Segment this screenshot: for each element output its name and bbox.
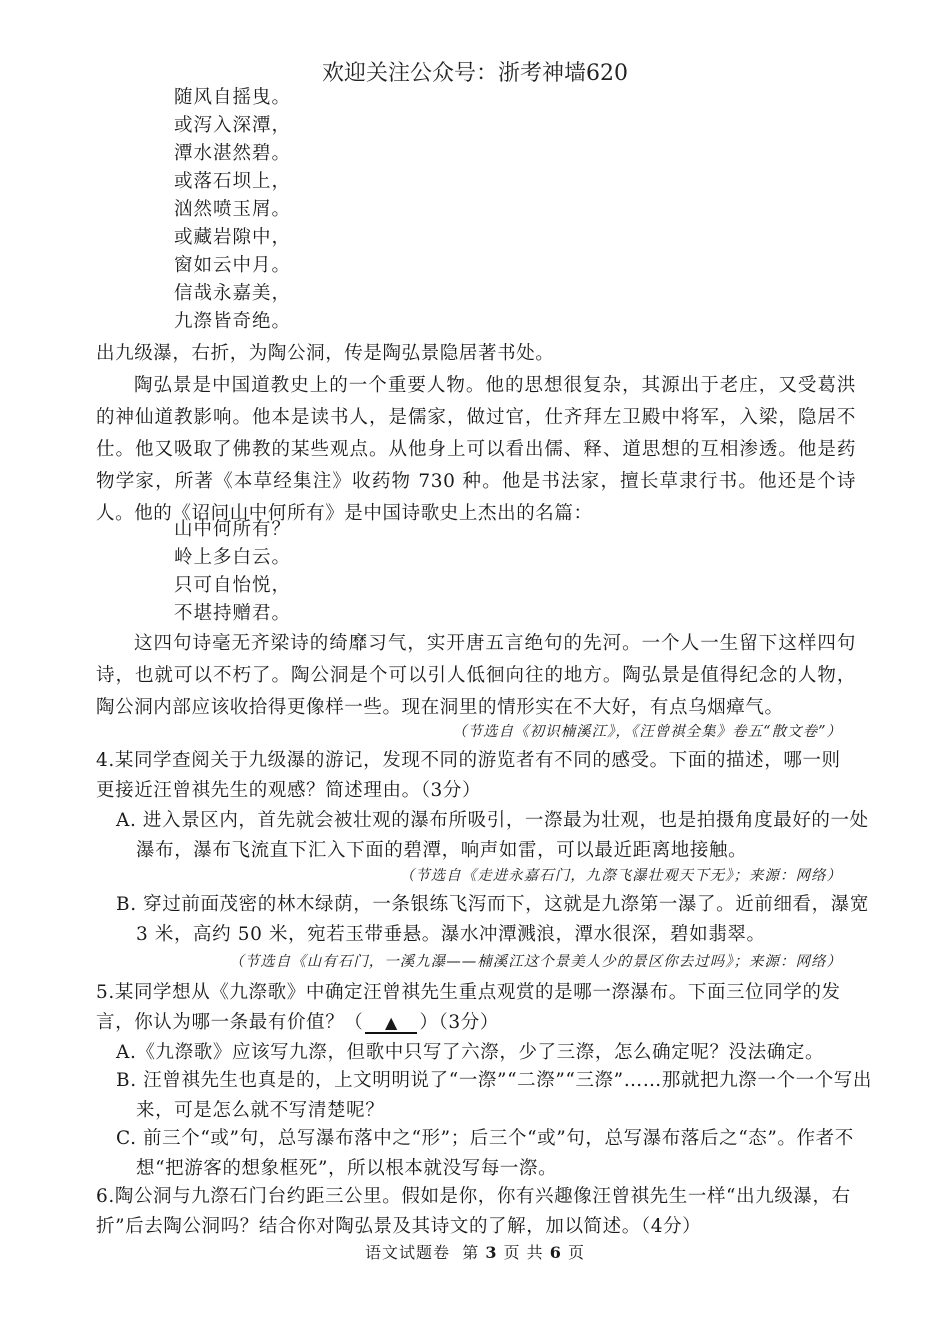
question-6 (96, 1182, 856, 1242)
poem-line: 汹然喷玉屑。 (174, 199, 292, 220)
footer-page-current: 3 (485, 1243, 498, 1262)
poem-line: 潭水湛然碧。 (174, 143, 292, 164)
passage-paragraph-2: 陶弘景是中国道教史上的一个重要人物。他的思想很复杂，其源出于老庄，又受葛洪的神仙道教影响。他本是读书人，是儒家，做过官，仕齐拜左卫殿中将军，入梁，隐居不仕。他又吸取了佛教的某些观点。从他身上可以看出儒、释、道思想的互相渗透。他是药物学家，所著《本草经集注》收药物 730 种。他是书法家，擅长草隶行书。他还是个诗人。他的《诏问山中何所有》是中国诗歌史上杰出的名篇： (96, 375, 856, 524)
poem-line: 窗如云中月。 (174, 255, 292, 276)
passage-paragraph-3: 这四句诗毫无齐梁诗的绮靡习气，实开唐五言绝句的先河。一个人一生留下这样四句诗，也就可以不朽了。陶公洞是个可以引人低徊向往的地方。陶弘景是值得纪念的人物，陶公洞内部应该收拾得更像样一些。现在洞里的情形实在不大好，有点乌烟瘴气。 (96, 633, 856, 718)
footer-page-prefix: 第 (462, 1243, 480, 1262)
q4-source-b: （节选自《山有石门，一溪九瀑——楠溪江这个景美人少的景区你去过吗》；来源：网络） (229, 954, 842, 970)
question-text: 某同学查阅关于九级瀑的游记，发现不同的游览者有不同的感受。下面的描述，哪一则更接近汪曾祺先生的观感？简述理由。（3分） (96, 750, 841, 801)
poem-nine-waterfalls (174, 84, 291, 336)
q4-source-a: （节选自《走进永嘉石门，九漈飞瀑壮观天下无》；来源：网络） (399, 868, 842, 884)
poem-line: 只可自怡悦， (174, 575, 292, 596)
poem-mountain (174, 516, 291, 628)
poem-line: 山中何所有？ (174, 519, 292, 540)
poem-line: 或藏岩隙中， (174, 227, 292, 248)
footer-page-mid: 页 共 (503, 1243, 544, 1262)
footer-page-total: 6 (549, 1243, 562, 1262)
q5-option-b: B. 汪曾祺先生也真是的，上文明明说了“一漈”“二漈”“三漈”……那就把九漈一个一个写出来，可是怎么就不写清楚呢？ (116, 1070, 873, 1121)
q5-option-a: A.《九漈歌》应该写九漈，但歌中只写了六漈，少了三漈，怎么确定呢？没法确定。 (116, 1042, 825, 1063)
q5-option-c: C. 前三个“或”句，总写瀑布落中之“形”；后三个“或”句，总写瀑布落后之“态”。作者不想“把游客的想象框死”，所以根本就没写每一漈。 (116, 1128, 854, 1179)
watermark-header: 欢迎关注公众号：浙考神墙620 (322, 61, 628, 86)
answer-blank[interactable]: ▲ (365, 1014, 417, 1034)
question-number: 6. (96, 1186, 115, 1207)
poem-line: 或落石坝上， (174, 171, 292, 192)
poem-line: 不堪持赠君。 (174, 603, 292, 624)
poem-line: 随风自摇曳。 (174, 87, 292, 108)
poem-line: 信哉永嘉美， (174, 283, 292, 304)
question-text: 某同学想从《九漈歌》中确定汪曾祺先生重点观赏的是哪一漈瀑布。下面三位同学的发言，你认为哪一条最有价值？（ (96, 982, 841, 1033)
page-footer (0, 1240, 950, 1263)
poem-line: 或泻入深潭， (174, 115, 292, 136)
question-text: 陶公洞与九漈石门台约距三公里。假如是你，你有兴趣像汪曾祺先生一样“出九级瀑，右折”后去陶公洞吗？结合你对陶弘景及其诗文的了解，加以简述。（4分） (96, 1186, 851, 1237)
q4-option-b: B. 穿过前面茂密的林木绿荫，一条银练飞泻而下，这就是九漈第一瀑了。近前细看，瀑宽 3 米，高约 50 米，宛若玉带垂悬。瀑水冲潭溅浪，潭水很深，碧如翡翠。 (116, 894, 869, 945)
poem-line: 岭上多白云。 (174, 547, 292, 568)
question-score: ）（3分） (419, 1012, 499, 1033)
passage-source: （节选自《初识楠溪江》，《汪曾祺全集》卷五“散文卷”） (452, 724, 842, 740)
footer-page-suffix: 页 (567, 1243, 585, 1262)
question-number: 5. (96, 982, 115, 1003)
passage-paragraph-1: 出九级瀑，右折，为陶公洞，传是陶弘景隐居著书处。 (96, 343, 555, 364)
question-number: 4. (96, 750, 115, 771)
q4-option-a: A. 进入景区内，首先就会被壮观的瀑布所吸引，一漈最为壮观，也是拍摄角度最好的一处瀑布，瀑布飞流直下汇入下面的碧潭，响声如雷，可以最近距离地接触。 (116, 810, 869, 861)
footer-subject: 语文试题卷 (365, 1243, 451, 1262)
poem-line: 九漈皆奇绝。 (174, 311, 292, 332)
question-4 (96, 746, 856, 806)
question-5 (96, 978, 856, 1038)
